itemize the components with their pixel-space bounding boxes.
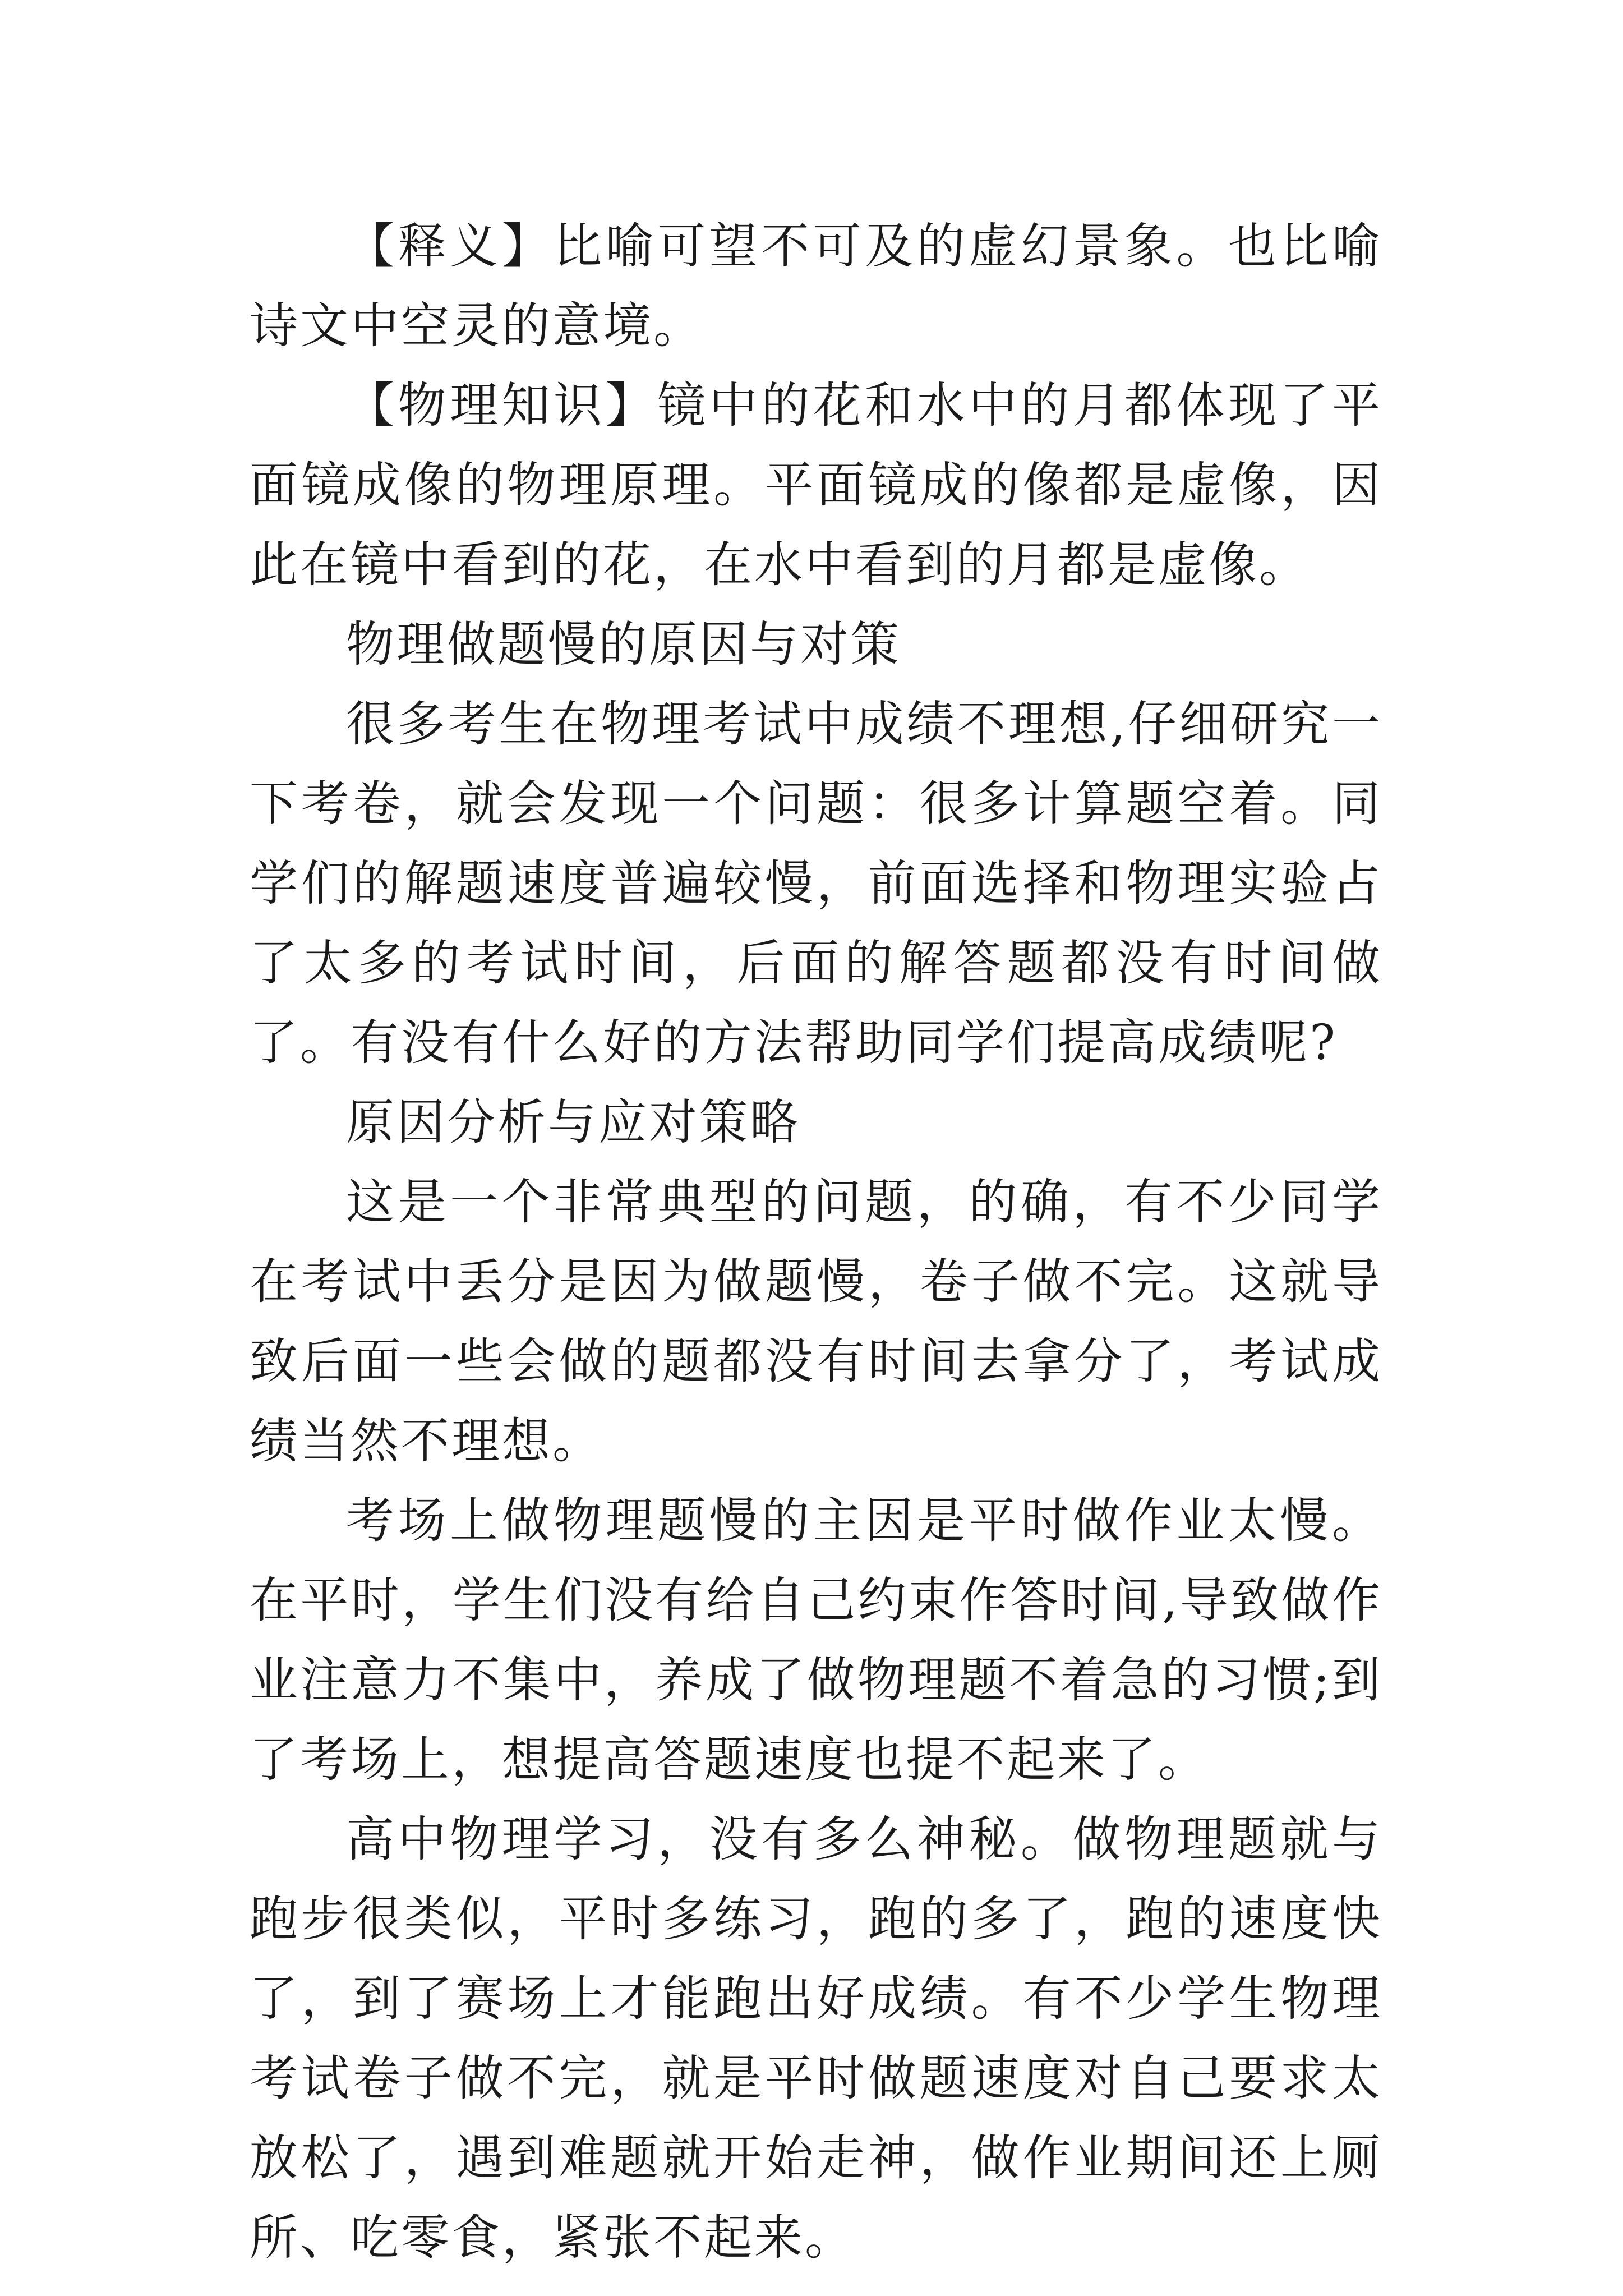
section-heading-causes: 物理做题慢的原因与对策 — [346, 616, 901, 673]
section-heading-analysis: 原因分析与应对策略 — [346, 1094, 800, 1151]
paragraph-intro: 很多考生在物理考试中成绩不理想,仔细研究一下考卷，就会发现一个问题：很多计算题空着。同学们的解题速度普遍较慢，前面选择和物理实验占了太多的考试时间，后面的解答题都没有时间做了。有没有什么好的方法帮助同学们提高成绩呢? — [250, 696, 1382, 1071]
paragraph-main-cause: 考场上做物理题慢的主因是平时做作业太慢。在平时，学生们没有给自己约束作答时间,导致做作业注意力不集中，养成了做物理题不着急的习惯;到了考场上，想提高答题速度也提不起来了。 — [250, 1493, 1382, 1788]
paragraph-definition: 【释义】比喻可望不可及的虚幻景象。也比喻诗文中空灵的意境。 — [250, 218, 1382, 354]
document-body — [250, 206, 1382, 2277]
paragraph-physics-knowledge: 【物理知识】镜中的花和水中的月都体现了平面镜成像的物理原理。平面镜成的像都是虚像，因此在镜中看到的花，在水中看到的月都是虚像。 — [250, 378, 1382, 593]
paragraph-analysis: 这是一个非常典型的问题，的确，有不少同学在考试中丢分是因为做题慢，卷子做不完。这就导致后面一些会做的题都没有时间去拿分了，考试成绩当然不理想。 — [250, 1174, 1382, 1469]
paragraph-running-analogy: 高中物理学习，没有多么神秘。做物理题就与跑步很类似，平时多练习，跑的多了，跑的速度快了，到了赛场上才能跑出好成绩。有不少学生物理考试卷子做不完，就是平时做题速度对自己要求太放松了，遇到难题就开始走神，做作业期间还上厕所、吃零食，紧张不起来。 — [250, 1811, 1382, 2266]
